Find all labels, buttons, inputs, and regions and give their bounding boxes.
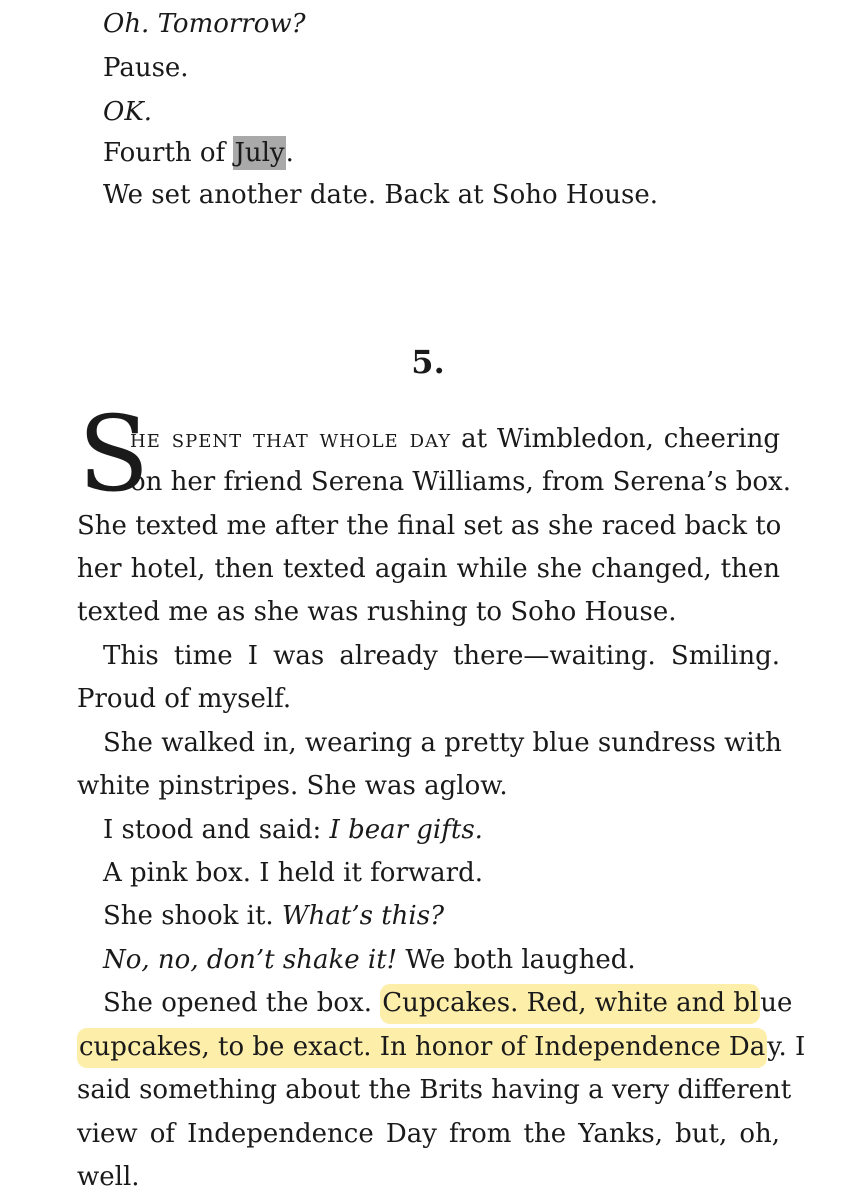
italic-text: What’s this? <box>281 901 445 931</box>
yellow-highlight[interactable]: Cupcakes. Red, white and bl <box>380 984 760 1024</box>
paragraph-text: ue <box>760 988 793 1018</box>
paragraph-line <box>103 938 636 982</box>
selected-word-highlight[interactable]: July <box>234 138 285 168</box>
paragraph-text: y. I <box>767 1032 806 1062</box>
paragraph-line: view of Independence Day from the Yanks, but, oh, <box>77 1119 780 1149</box>
paragraph-text: I stood and said: <box>103 815 330 845</box>
paragraph-line: She walked in, wearing a pretty blue sundress with <box>103 728 782 758</box>
dialogue-text: Fourth of <box>103 138 234 168</box>
italic-text: No, no, don’t shake it! <box>103 945 398 975</box>
dialogue-text: OK. <box>103 97 153 127</box>
paragraph-line: She texted me after the final set as she raced back to <box>77 511 782 541</box>
dialogue-line <box>103 90 152 134</box>
paragraph-line: well. <box>77 1162 140 1192</box>
paragraph-line <box>77 1025 806 1069</box>
paragraph-line: Proud of myself. <box>77 684 292 714</box>
dialogue-text: . <box>285 138 294 168</box>
paragraph-line: on her friend Serena Williams, from Serena’s box. <box>130 467 791 497</box>
paragraph-line: white pinstripes. She was aglow. <box>77 771 508 801</box>
small-caps-lead: he spent that whole day <box>130 424 452 454</box>
chapter-number: 5. <box>411 343 445 381</box>
paragraph-line: her hotel, then texted again while she changed, then <box>77 554 780 584</box>
paragraph-text: She opened the box. <box>103 988 381 1018</box>
drop-cap-letter: S <box>78 393 150 515</box>
yellow-highlight[interactable]: cupcakes, to be exact. In honor of Independence Da <box>77 1028 767 1068</box>
paragraph-text: at Wimbledon, cheering <box>451 424 780 454</box>
paragraph-line <box>103 808 483 852</box>
italic-text: I bear gifts. <box>329 815 483 845</box>
paragraph-line <box>103 981 793 1025</box>
dialogue-line: We set another date. Back at Soho House. <box>103 180 658 210</box>
paragraph-line: A pink box. I held it forward. <box>103 858 483 888</box>
dialogue-line <box>103 2 306 46</box>
paragraph-line: texted me as she was rushing to Soho House. <box>77 597 677 627</box>
paragraph-line: This time I was already there—waiting. Smiling. <box>103 641 780 671</box>
paragraph-line <box>103 894 444 938</box>
paragraph-line: said something about the Brits having a very different <box>77 1075 792 1105</box>
paragraph-text: She shook it. <box>103 901 282 931</box>
paragraph-text: We both laughed. <box>397 945 636 975</box>
dialogue-text: Oh. Tomorrow? <box>103 9 306 39</box>
dialogue-line: Pause. <box>103 53 189 83</box>
dialogue-line <box>103 131 294 175</box>
paragraph-line <box>130 417 780 461</box>
